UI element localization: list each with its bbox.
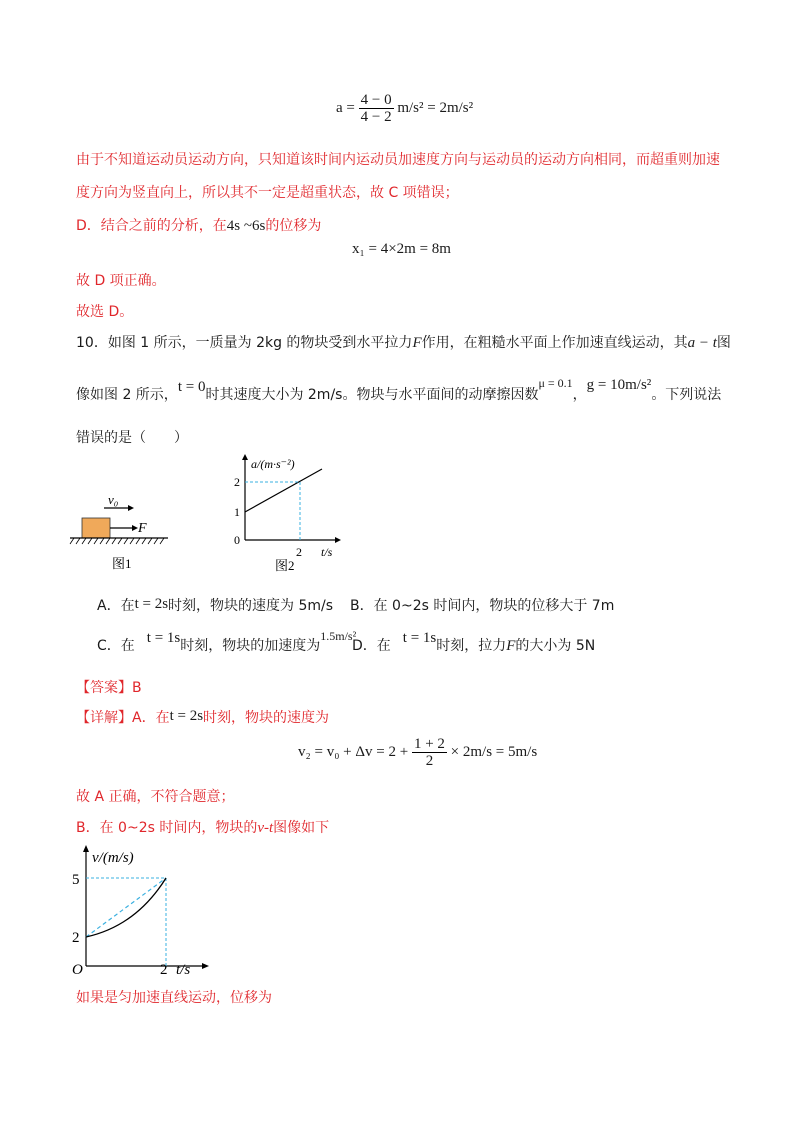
fig2-tick-y2: 2 <box>234 475 240 489</box>
vt-uniform-line <box>86 878 166 937</box>
fig2-caption: 图2 <box>275 558 295 573</box>
vt-tick-x2: 2 <box>160 962 168 978</box>
fig2-y-arrowhead <box>242 454 248 460</box>
vt-y-label: v/(m/s) <box>92 850 134 866</box>
vt-x-arrowhead <box>202 963 209 969</box>
text: 。下列说法 <box>651 387 722 403</box>
eq-v2-denominator: 2 <box>425 753 434 769</box>
eq-v2-numerator: 1 + 2 <box>413 736 445 752</box>
paragraph-line: 度方向为竖直向上，所以其不一定是超重状态，故 C 项错误； <box>76 185 459 201</box>
math-inline: a − t <box>687 335 717 351</box>
v-t-graph <box>70 842 210 982</box>
question-10-line1 <box>76 333 731 353</box>
text: A．在 <box>97 598 135 614</box>
eq-a-rhs: m/s² = 2m/s² <box>397 99 474 116</box>
paragraph-line: 故 D 项正确。 <box>76 273 166 289</box>
option-c <box>97 629 357 656</box>
question-10-line3: 错误的是（ ） <box>76 430 188 446</box>
text: 的位移为 <box>265 218 322 234</box>
option-d-analysis <box>76 216 321 236</box>
text: 像如图 2 所示， <box>76 387 178 403</box>
math-inline: g = 10m/s² <box>586 377 652 393</box>
detail-line <box>76 708 329 728</box>
text: A．在 <box>132 710 170 726</box>
math-inline: 1.5m/s² <box>320 629 357 643</box>
figure-2-a-t-graph <box>225 452 345 577</box>
text: 图像如下 <box>273 820 330 836</box>
text: 时刻，拉力 <box>436 638 507 654</box>
text: 作用，在粗糙水平面上作加速直线运动，其 <box>421 335 688 351</box>
option-a <box>97 596 333 616</box>
text: 图 <box>716 335 731 351</box>
math-inline: t = 2s <box>134 596 169 612</box>
text: D．结合之前的分析，在 <box>76 218 227 234</box>
paragraph-line: 如果是匀加速直线运动，位移为 <box>76 990 272 1006</box>
math-inline: t = 2s <box>169 708 204 724</box>
math-inline: t = 1s <box>402 630 437 646</box>
vt-x-label: t/s <box>176 962 191 978</box>
figure-1-block <box>68 490 178 575</box>
text: 时刻，物块的速度为 <box>203 710 330 726</box>
math-inline: 4s ~6s <box>226 218 266 234</box>
paragraph-line: 故 A 正确，不符合题意； <box>76 789 235 805</box>
text: 时刻，物块的加速度为 <box>180 638 321 654</box>
equation-x1: x₁ = 4×2m = 8m <box>352 241 451 257</box>
fig1-block <box>82 518 110 538</box>
vt-origin-label: O <box>72 962 83 978</box>
option-d <box>352 630 596 656</box>
question-10-line2 <box>76 376 722 405</box>
fig1-v0-arrowhead <box>128 505 134 511</box>
text: D．在 <box>352 638 391 654</box>
vt-tick-y2: 2 <box>72 930 80 946</box>
fig2-tick-x2: 2 <box>296 545 302 559</box>
text: 10．如图 1 所示，一质量为 2kg 的物块受到水平拉力 <box>76 335 413 351</box>
fig2-tick-y0: 0 <box>234 533 240 547</box>
eq-v2-lhs: v₂ = v₀ + Δv = 2 + <box>298 743 409 760</box>
fig1-ground-hatch <box>70 538 164 544</box>
vt-tick-y5: 5 <box>72 872 80 888</box>
text: B．在 0~2s 时间内，物块的 <box>76 820 258 836</box>
eq-a-numerator: 4 − 0 <box>360 92 392 108</box>
fig2-tick-y1: 1 <box>234 505 240 519</box>
eq-v2-fraction <box>412 736 447 769</box>
math-inline: F <box>412 335 422 351</box>
text: 时其速度大小为 2m/s。物块与水平面间的动摩擦因数 <box>205 387 539 403</box>
text: ， <box>572 387 587 403</box>
fig2-x-label: t/s <box>321 545 333 559</box>
fig1-v0-label: v₀ <box>108 492 119 507</box>
equation-v2 <box>298 736 537 769</box>
math-inline: μ = 0.1 <box>538 376 573 390</box>
equation-acceleration <box>336 92 473 125</box>
vt-y-arrowhead <box>83 845 89 852</box>
math-inline: t = 1s <box>146 630 181 646</box>
text: 的大小为 5N <box>515 638 596 654</box>
text: 时刻，物块的速度为 5m/s <box>168 598 334 614</box>
fig2-y-label: a/(m·s⁻²) <box>251 457 295 471</box>
math-inline: t = 0 <box>177 379 206 395</box>
option-b: B．在 0~2s 时间内，物块的位移大于 7m <box>350 598 615 614</box>
paragraph-line: 故选 D。 <box>76 304 134 320</box>
text: C．在 <box>97 638 135 654</box>
eq-v2-rhs: × 2m/s = 5m/s <box>450 743 538 760</box>
fig1-caption: 图1 <box>112 556 132 571</box>
fig2-a-t-line <box>245 469 322 512</box>
eq-a-fraction <box>359 92 394 125</box>
paragraph-line: 由于不知道运动员运动方向，只知道该时间内运动员加速度方向与运动员的运动方向相同，而超重则加速 <box>76 152 720 168</box>
option-b-analysis <box>76 818 329 838</box>
answer-line: 【答案】B <box>76 680 142 696</box>
detail-tag: 【详解】 <box>76 710 132 726</box>
fig1-force-label: F <box>138 521 147 536</box>
fig2-x-arrowhead <box>335 537 341 543</box>
eq-a-lhs: a = <box>336 99 355 116</box>
math-inline: v-t <box>257 820 274 836</box>
eq-a-denominator: 4 − 2 <box>360 109 392 125</box>
math-inline: F <box>506 638 516 654</box>
